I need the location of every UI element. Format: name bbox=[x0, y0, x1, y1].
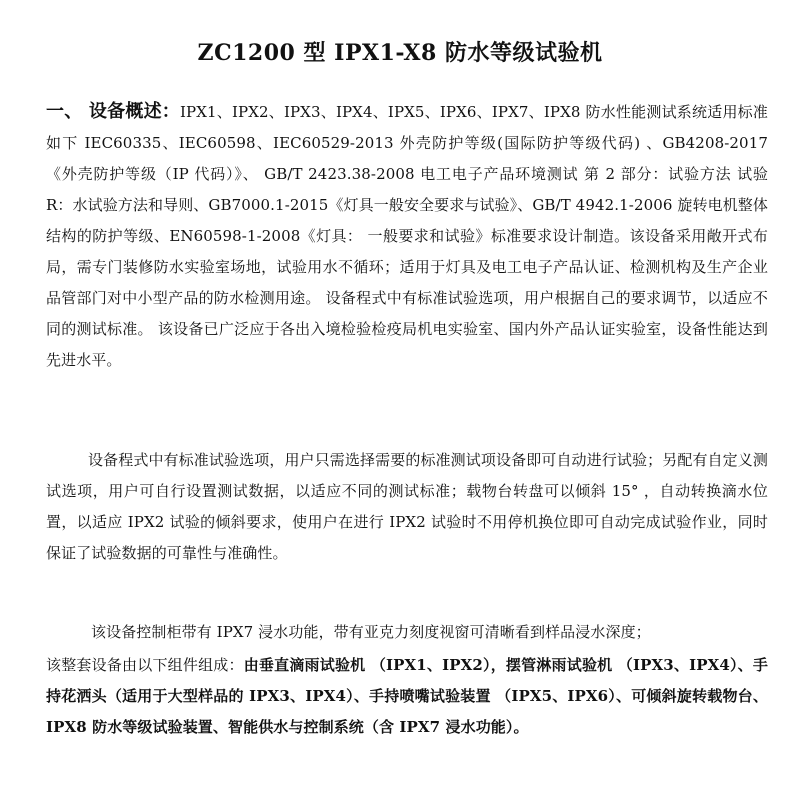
components-list: 由垂直滴雨试验机 （IPX1、IPX2），摆管淋雨试验机 （IPX3、IPX4）、手持花洒头（适用于大型样品的 IPX3、IPX4）、手持喷嘴试验装置 （IPX5、IPX6）、可倾斜旋转载物台、IPX8 防水等级试验装置、智能供水与控制系统（含 IPX7 浸水功能）。 bbox=[46, 656, 768, 736]
immersion-feature-paragraph: 该设备控制柜带有 IPX7 浸水功能，带有亚克力刻度视窗可清晰看到样品浸水深度； bbox=[91, 623, 651, 641]
overview-paragraph bbox=[46, 96, 768, 376]
section-heading-overview: 一、 设备概述： bbox=[46, 101, 181, 122]
program-options-paragraph: 设备程式中有标准试验选项，用户只需选择需要的标准测试项设备即可自动进行试验；另配有自定义测试选项，用户可自行设置测试数据，以适应不同的测试标准；载物台转盘可以倾斜 15° ，自动转换滴水位置，以适应 IPX2 试验的倾斜要求，使用户在进行 IPX2 试验时不用停机换位即可自动完成试验作业，同时保证了试验数据的可靠性与准确性。 bbox=[46, 451, 768, 562]
components-paragraph bbox=[46, 650, 768, 743]
overview-body: IPX1、IPX2、IPX3、IPX4、IPX5、IPX6、IPX7、IPX8 防水性能测试系统适用标准如下 IEC60335、IEC60598、IEC60529-2013 外壳防护等级(国际防护等级代码) 、GB4208-2017《外壳防护等级（IP 代码）》、 GB/T 2423.38-2008 电工电子产品环境测试 第 2 部分：试验方法 试验 R：水试验方法和导则、GB7000.1-2015《灯具一般安全要求与试验》、GB/T 4942.1-2006 旋转电机整体结构的防护等级、EN60598-1-2008《灯具： 一般要求和试验》标准要求设计制造。该设备采用敞开式布局，需专门装修防水实验室场地，试验用水不循环；适用于灯具及电工电子产品认证、检测机构及生产企业品管部门对中小型产品的防水检测用途。 设备程式中有标准试验选项，用户根据自己的要求调节，以适应不同的测试标准。 该设备已广泛应于各出入境检验检疫局机电实验室、国内外产品认证实验室，设备性能达到先进水平。 bbox=[46, 103, 768, 369]
document-title: ZC1200 型 IPX1-X8 防水等级试验机 bbox=[197, 40, 603, 66]
components-intro: 该整套设备由以下组件组成： bbox=[46, 656, 244, 674]
